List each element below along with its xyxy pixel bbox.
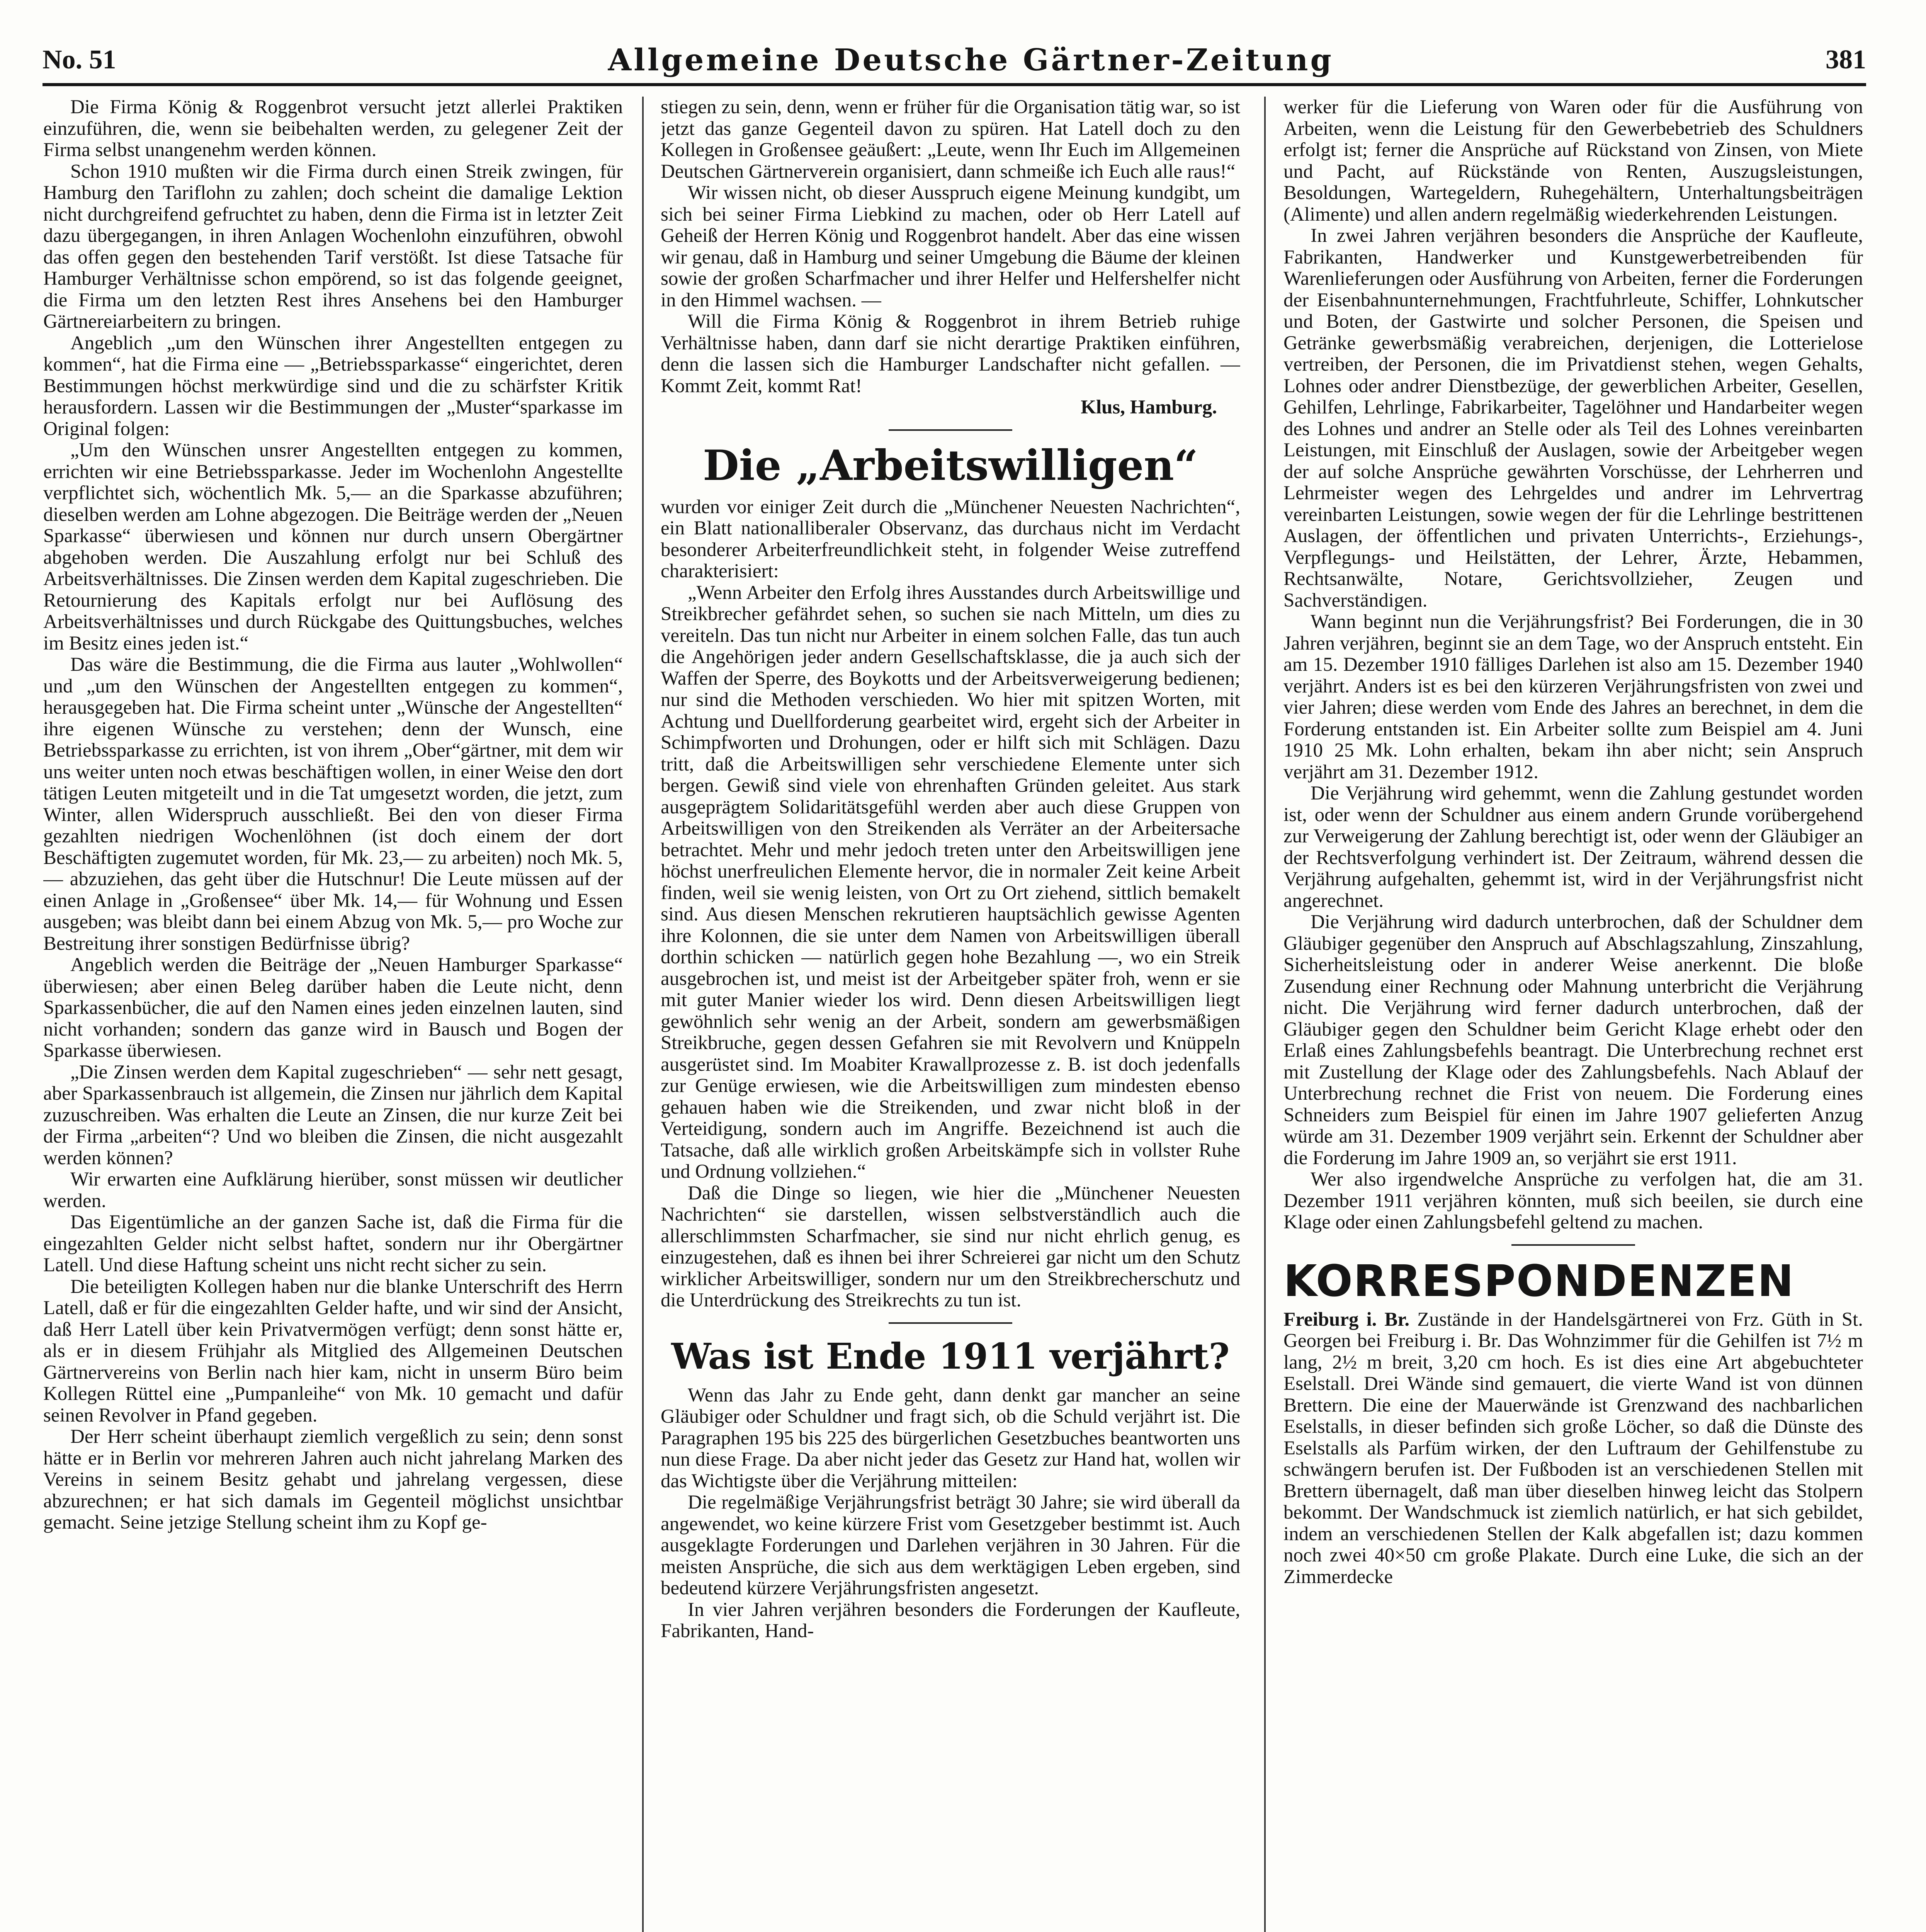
article-paragraph: Die regelmäßige Verjährungsfrist beträgt 30 Jahre; sie wird überall da angewendet, wo keine kürzere Frist vom Gesetzgeber bestimmt ist. Auch ausgeklagte Forderungen und Darlehen verjähren in 30 Jahren. Für die meisten Ansprüche, die sich aus dem werktägigen Leben ergeben, sind bedeutend kürzere Verjährungsfristen angesetzt. — [661, 1492, 1240, 1599]
section-heading: KORRESPONDENZEN — [1283, 1256, 1795, 1306]
article-paragraph: Das wäre die Bestimmung, die die Firma aus lauter „Wohlwollen“ und „um den Wünschen der Angestellten entgegen zu kommen“, herausgegeben hat. Die Firma scheint unter „Wünsche der Angestellten“ ihre eigenen Wünsche zu verstehen; denn der Wunsch, eine Betriebssparkasse zu errichten, ist von ihrem „Ober“gärtner, mit dem wir uns weiter unten noch etwas beschäftigen wollen, in einer Weise den dort tätigen Leuten mitgeteilt und in die Tat umgesetzt worden, die jetzt, zum Winter, allen Widerspruch ausschließt. Bei den von dieser Firma gezahlten niedrigen Wochenlöhnen (ist doch einem der dort Beschäftigten zugemutet worden, für Mk. 23,— zu arbeiten) noch Mk. 5,— abzuziehen, das geht über die Hutschnur! Die Leute müssen auf der einen Anlage in „Großensee“ über Mk. 14,— für Wohnung und Essen ausgeben; was bleibt dann bei einem Abzug von Mk. 5,— pro Woche zur Bestreitung ihrer sonstigen Bedürfnisse übrig? — [43, 654, 623, 954]
correspondence-place: Freiburg i. Br. — [1283, 1308, 1410, 1330]
column-divider — [1264, 97, 1266, 1932]
article-paragraph: Schon 1910 mußten wir die Firma durch einen Streik zwingen, für Hamburg den Tariflohn zu zahlen; doch scheint die damalige Lektion nicht durchgreifend gefruchtet zu haben, denn die Firma ist in letzter Zeit dazu übergegangen, in ihren Anlagen Wochenlohn einzuführen, obwohl das offen gegen den bestehenden Tarif verstößt. Ist diese Tatsache für Hamburger Verhältnisse schon empörend, so ist das folgende geeignet, die Firma um den letzten Rest ihres Ansehens bei den Hamburger Gärtnereiarbeitern zu bringen. — [43, 160, 623, 332]
article-paragraph: Angeblich werden die Beiträge der „Neuen Hamburger Sparkasse“ überwiesen; aber einen Beleg darüber haben die Leute nicht, denn Sparkassenbücher, die auf den Namen eines jeden einzelnen lauten, sind nicht vorhanden; sondern das ganze wird in Bausch und Bogen der Sparkasse überwiesen. — [43, 954, 623, 1061]
article-paragraph: stiegen zu sein, denn, wenn er früher für die Organisation tätig war, so ist jetzt das ganze Gegenteil davon zu spüren. Hat Latell doch zu den Kollegen in Großensee geäußert: „Leute, wenn Ihr Euch im Allgemeinen Deutschen Gärtnerverein organisiert, dann schmeiße ich Euch alle raus!“ — [661, 97, 1240, 182]
article-paragraph: In vier Jahren verjähren besonders die Forderungen der Kaufleute, Fabrikanten, Hand- — [661, 1599, 1240, 1642]
correspondence-entry — [1283, 1309, 1863, 1588]
article-paragraph: Wir wissen nicht, ob dieser Ausspruch eigene Meinung kundgibt, um sich bei seiner Firma Liebkind zu machen, oder ob Herr Latell auf Geheiß der Herren König und Roggenbrot handelt. Aber das eine wissen wir genau, daß in Hamburg und seiner Umgebung die Bäume der kleinen sowie der großen Scharfmacher und ihrer Helfer und Helfershelfer nicht in den Himmel wachsen. — — [661, 182, 1240, 311]
article-paragraph: Die Verjährung wird gehemmt, wenn die Zahlung gestundet worden ist, oder wenn der Schuldner aus einem andern Grunde vorübergehend zur Verweigerung der Zahlung berechtigt ist, oder wenn der Gläubiger an der Rechtsverfolgung verhindert ist. Der Zeitraum, während dessen die Verjährung aufgehalten, gehemmt ist, wird in der Verjährungsfrist nicht angerechnet. — [1283, 782, 1863, 912]
section-separator — [889, 1322, 1012, 1324]
article-heading: Was ist Ende 1911 verjährt? — [671, 1335, 1230, 1377]
section-separator — [1511, 1244, 1635, 1246]
article-paragraph: Daß die Dinge so liegen, wie hier die „Münchener Neuesten Nachrichten“ sie darstellen, wissen selbstverständlich auch die allerschlimmsten Scharfmacher, sie sind nur nicht ehrlich genug, es einzugestehen, daß es ihnen bei ihrer Schreierei gar nicht um den Schutz wirklicher Arbeitswilliger, sondern nur um den Streikbrecherschutz und die Unterdrückung des Streikrechts zu tun ist. — [661, 1182, 1240, 1311]
article-paragraph: Wir erwarten eine Aufklärung hierüber, sonst müssen wir deutlicher werden. — [43, 1168, 623, 1212]
article-paragraph: „Um den Wünschen unsrer Angestellten entgegen zu kommen, errichten wir eine Betriebssparkasse. Jeder im Wochenlohn Angestellte verpflichtet sich, wöchentlich Mk. 5,— an die Sparkasse abzuführen; dieselben werden am Lohne abgezogen. Die Beiträge werden der „Neuen Sparkasse“ überwiesen und können nur durch unsern Obergärtner abgehoben werden. Die Auszahlung erfolgt nur bei Schluß des Arbeitsverhältnisses. Die Zinsen werden dem Kapital zugeschrieben. Die Retournierung des Kapitals erfolgt nur bei Auflösung des Arbeitsverhältnisses und durch Rückgabe des Quittungsbuches, welches im Besitz eines jeden ist.“ — [43, 439, 623, 654]
article-paragraph: Wann beginnt nun die Verjährungsfrist? Bei Forderungen, die in 30 Jahren verjähren, beginnt sie an dem Tage, wo der Anspruch entsteht. Ein am 15. Dezember 1910 fälliges Darlehen ist also am 15. Dezember 1940 verjährt. Anders ist es bei den kürzeren Verjährungsfristen von zwei und vier Jahren; diese werden vom Ende des Jahres an berechnet, in dem die Forderung entstanden ist. Ein Arbeiter sollte zum Beispiel am 4. Juni 1910 25 Mk. Lohn erhalten, bekam ihn aber nicht; sein Anspruch verjährt am 31. Dezember 1912. — [1283, 611, 1863, 783]
article-heading: Die „Arbeitswilligen“ — [703, 441, 1198, 490]
article-paragraph: „Die Zinsen werden dem Kapital zugeschrieben“ — sehr nett gesagt, aber Sparkassenbrauch ist allgemein, die Zinsen nur jährlich dem Kapital zuzuschreiben. Was erhalten die Leute an Zinsen, die nur kurze Zeit bei der Firma „arbeiten“? Und wo bleiben die Zinsen, die nicht ausgezahlt werden können? — [43, 1061, 623, 1169]
article-paragraph: Das Eigentümliche an der ganzen Sache ist, daß die Firma für die eingezahlten Gelder nicht selbst haftet, sondern nur ihr Obergärtner Latell. Und diese Haftung scheint uns nicht recht sicher zu sein. — [43, 1211, 623, 1276]
article-paragraph: Die Firma König & Roggenbrot versucht jetzt allerlei Praktiken einzuführen, die, wenn sie beibehalten werden, zu gelegener Zeit der Firma selbst unangenehm werden können. — [43, 97, 623, 161]
column-2 — [661, 97, 1240, 1932]
article-paragraph: wurden vor einiger Zeit durch die „Münchener Neuesten Nachrichten“, ein Blatt nationalliberaler Observanz, das durchaus nicht im Verdacht besonderer Arbeiterfreundlichkeit steht, in folgender Weise zutreffend charakterisiert: — [661, 496, 1240, 582]
column-divider — [642, 97, 644, 1932]
article-paragraph: In zwei Jahren verjähren besonders die Ansprüche der Kaufleute, Fabrikanten, Handwerker und Kunstgewerbetreibenden für Warenlieferungen oder Ausführung von Arbeiten, ferner die Forderungen der Eisenbahnunternehmungen, Frachtfuhrleute, Schiffer, Lohnkutscher und Boten, der Gastwirte und solcher Personen, die Speisen und Getränke gewerbsmäßig verabreichen, derjenigen, die Lotterielose vertreiben, der Personen, die im Privatdienst stehen, wegen Gehalts, Lohnes oder andrer Dienstbezüge, der gewerblichen Arbeiter, Gesellen, Gehilfen, Lehrlinge, Fabrikarbeiter, Tagelöhner und Handarbeiter wegen des Lohnes und andrer an Stelle oder als Teil des Lohnes vereinbarten Leistungen, mit Einschluß der Auslagen, sowie der Arbeitgeber wegen der auf solche Ansprüche gewährten Vorschüsse, der Lehrherren und Lehrmeister wegen des Lehrgeldes und andrer im Lehrvertrag vereinbarten Leistungen, sowie wegen der für die Lehrlinge bestrittenen Auslagen, der öffentlichen und privaten Unterrichts-, Erziehungs-, Verpflegungs- und Heilstätten, der Lehrer, Ärzte, Hebammen, Rechtsanwälte, Notare, Gerichtsvollzieher, Zeugen und Sachverständigen. — [1283, 225, 1863, 611]
issue-number: No. 51 — [42, 45, 116, 75]
column-1 — [43, 97, 623, 1932]
article-paragraph: Der Herr scheint überhaupt ziemlich vergeßlich zu sein; denn sonst hätte er in Berlin vor mehreren Jahren auch nicht jahrelang Marken des Vereins in seinem Besitz gehabt und jahrelang vergessen, diese abzurechnen; er hat sich damals im Gegenteil möglichst unsichtbar gemacht. Seine jetzige Stellung scheint ihm zu Kopf ge- — [43, 1426, 623, 1533]
correspondence-text: Zustände in der Handelsgärtnerei von Frz. Güth in St. Georgen bei Freiburg i. Br. Das Wohnzimmer für die Gehilfen ist 7½ m lang, 2½ m breit, 3,20 cm hoch. Es ist dies eine Art abgebuchteter Eselstall. Drei Wände sind gemauert, die vierte Wand ist von dünnen Brettern. Die eine der Mauerwände ist Grenzwand des nachbarlichen Eselstalls, in dieser befinden sich große Löcher, so daß die Dünste des Eselstalls als Parfüm wirken, der den Luftraum der Gehilfenstube zu schwängern berufen ist. Der Fußboden ist an verschiedenen Stellen mit Brettern übernagelt, daß man über dieselben hinweg leicht das Stolpern bekommt. Der Wandschmuck ist ziemlich natürlich, er hat sich gebildet, indem an verschiedenen Stellen der Kalk abgefallen ist; dazu kommen noch zwei 40×50 cm große Plakate. Durch eine Luke, die sich an der Zimmerdecke — [1283, 1308, 1863, 1588]
article-paragraph: Die Verjährung wird dadurch unterbrochen, daß der Schuldner dem Gläubiger gegenüber den Anspruch auf Abschlagszahlung, Zinszahlung, Sicherheitsleistung oder in anderer Weise anerkennt. Die bloße Zusendung einer Rechnung oder Mahnung unterbricht die Verjährung nicht. Die Verjährung wird ferner dadurch unterbrochen, daß der Gläubiger gegen den Schuldner beim Gericht Klage erhebt oder den Erlaß eines Zahlungsbefehls beantragt. Die Unterbrechung rechnet erst mit Zustellung der Klage oder des Zahlungsbefehls. Nach Ablauf der Unterbrechung rechnet die Frist von neuem. Die Forderung eines Schneiders zum Beispiel für einen im Jahre 1907 gelieferten Anzug würde am 31. Dezember 1909 verjährt sein. Erkennt der Schuldner aber die Forderung im Jahre 1909 an, so verjährt sie erst 1911. — [1283, 911, 1863, 1169]
article-paragraph: Wer also irgendwelche Ansprüche zu verfolgen hat, die am 31. Dezember 1911 verjähren könnten, muß sich beeilen, sie durch eine Klage oder einen Zahlungsbefehl geltend zu machen. — [1283, 1168, 1863, 1233]
article-paragraph: Die beteiligten Kollegen haben nur die blanke Unterschrift des Herrn Latell, daß er für die eingezahlten Gelder hafte, und wir sind der Ansicht, daß Herr Latell über kein Privatvermögen verfügt; denn sonst hätte er, als er in diesem Frühjahr als Mitglied des Allgemeinen Deutschen Gärtnervereins von Berlin nach hier kam, nicht in unserm Büro beim Kollegen Rüttel eine „Pumpanleihe“ von Mk. 10 gemacht und dafür seinen Revolver in Pfand gegeben. — [43, 1276, 623, 1426]
article-paragraph: Angeblich „um den Wünschen ihrer Angestellten entgegen zu kommen“, hat die Firma eine — „Betriebssparkasse“ eingerichtet, deren Bestimmungen höchst merkwürdige sind und die zu schärfster Kritik herausfordern. Lassen wir die Bestimmungen der „Muster“sparkasse im Original folgen: — [43, 332, 623, 440]
article-paragraph: Wenn das Jahr zu Ende geht, dann denkt gar mancher an seine Gläubiger oder Schuldner und fragt sich, ob die Schuld verjährt ist. Die Paragraphen 195 bis 225 des bürgerlichen Gesetzbuches beantworten uns nun diese Frage. Da aber nicht jeder das Gesetz zur Hand hat, wollen wir das Wichtigste über die Verjährung mitteilen: — [661, 1384, 1240, 1492]
section-separator — [889, 429, 1012, 431]
newspaper-title: Allgemeine Deutsche Gärtner-Zeitung — [608, 42, 1334, 78]
page-number: 381 — [1826, 45, 1866, 75]
article-paragraph: werker für die Lieferung von Waren oder für die Ausführung von Arbeiten, wenn die Leistung für den Gewerbebetrieb des Schuldners erfolgt ist; ferner die Ansprüche auf Rückstand von Zinsen, von Miete und Pacht, auf Rückstände von Renten, Auszugsleistungen, Besoldungen, Wartegeldern, Ruhegehältern, Unterhaltungsbeiträgen (Alimente) und allen andern regelmäßig wiederkehrenden Leistungen. — [1283, 97, 1863, 225]
article-paragraph: Will die Firma König & Roggenbrot in ihrem Betrieb ruhige Verhältnisse haben, dann darf sie nicht derartige Praktiken einführen, denn die lassen sich die Hamburger Landschafter nicht gefallen. — Kommt Zeit, kommt Rat! — [661, 311, 1240, 397]
page-header — [42, 37, 1866, 86]
article-paragraph: „Wenn Arbeiter den Erfolg ihres Ausstandes durch Arbeitswillige und Streikbrecher gefährdet sehen, so suchen sie nach Mitteln, um dies zu vereiteln. Das tun nicht nur Arbeiter in einem solchen Falle, das tun auch die Angehörigen jeder andern Gesellschaftsklasse, die ja auch sich der Waffen der Sperre, des Boykotts und der Arbeitsverweigerung bedienen; nur sind die Methoden verschieden. Wo hier mit spitzen Worten, mit Achtung und Duellforderung gearbeitet wird, ergeht sich der Arbeiter in Schimpfworten und Drohungen, oder er hilft sich mit Schlägen. Dazu tritt, daß die Arbeitswilligen sehr verschiedene Elemente unter sich bergen. Gewiß sind viele von ehrenhaften Gründen geleitet. Aus stark ausgeprägtem Solidaritätsgefühl werden aber auch diese Gruppen von Arbeitswilligen von den Streikenden als Verräter an der Arbeitersache betrachtet. Mehr und mehr jedoch treten unter den Arbeitswilligen jene höchst unerfreulichen Elemente hervor, die in normaler Zeit keine Arbeit finden, weil sie wenig leisten, von Ort zu Ort ziehend, sittlich bemakelt sind. Aus diesen Menschen rekrutieren hauptsächlich gewisse Agenten ihre Kolonnen, die sie unter dem Namen von Arbeitswilligen überall dorthin schicken — natürlich gegen hohe Bezahlung —, wo ein Streik ausgebrochen ist, und meist ist der Arbeitgeber später froh, wenn er sie mit guter Manier wieder los wird. Denn diesen Arbeitswilligen liegt gewöhnlich sehr wenig an der Arbeit, sondern am gewerbsmäßigen Streikbruche, gegen dessen Gefahren sie mit Revolvern und Knüppeln ausgerüstet sind. Im Moabiter Krawallprozesse z. B. ist doch jedenfalls zur Genüge erwiesen, wie die Arbeitswilligen zum mindesten ebenso gehauen haben wie die Streikenden, und zwar nicht bloß in der Verteidigung, sondern auch im Angriffe. Bezeichnend ist auch die Tatsache, daß alle wirklich großen Arbeitskämpfe sich in vollster Ruhe und Ordnung vollziehen.“ — [661, 582, 1240, 1182]
column-3 — [1283, 97, 1863, 1932]
author-signature: Klus, Hamburg. — [1081, 396, 1217, 418]
